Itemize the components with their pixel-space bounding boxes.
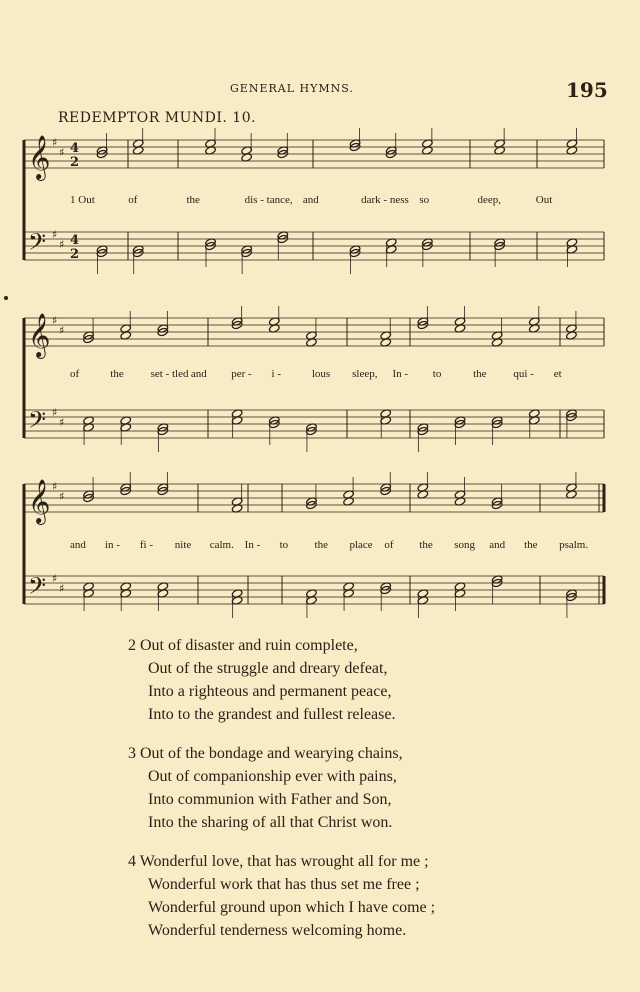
lyric-syllable: and	[302, 194, 319, 206]
verse-text: Out of the struggle and dreary defeat,	[148, 660, 388, 677]
lyric-syllable: et	[553, 368, 562, 380]
verse-line	[128, 919, 608, 942]
sharp-icon: ♯	[52, 572, 58, 585]
time-signature: 2	[70, 247, 80, 262]
lyric-syllable: set - tled	[150, 368, 189, 380]
verse-text: Wonderful love, that has wrought all for me ;	[139, 853, 429, 870]
verse-stanza	[128, 742, 608, 834]
verse-line	[128, 657, 608, 680]
verse-line	[128, 811, 608, 834]
verse-line	[128, 742, 608, 765]
bass-clef-icon: 𝄢	[28, 406, 47, 439]
verse-text: Wonderful ground upon which I have come ;	[148, 899, 436, 916]
music-system-2	[0, 306, 640, 456]
lyric-syllable: place	[349, 539, 373, 551]
verse-line	[128, 873, 608, 896]
lyric-syllable: in -	[104, 539, 120, 551]
bass-clef-icon: 𝄢	[28, 572, 47, 605]
sharp-icon: ♯	[52, 480, 58, 493]
time-signature: 4	[70, 233, 80, 248]
verse-line	[128, 850, 608, 873]
music-notation	[0, 306, 640, 456]
verse-number: 4	[128, 853, 136, 870]
lyric-syllable: and	[70, 539, 86, 551]
verse-line	[128, 788, 608, 811]
lyric-syllable: and	[190, 368, 207, 380]
lyric-syllable: song	[454, 539, 476, 551]
verse-text: Into to the grandest and fullest release.	[148, 706, 396, 723]
lyric-syllable: qui -	[513, 368, 534, 380]
verse-text: Into communion with Father and Son,	[148, 791, 392, 808]
lyric-syllable: deep,	[477, 194, 502, 206]
sharp-icon: ♯	[59, 146, 65, 159]
lyric-syllable: psalm.	[559, 539, 589, 551]
verse-text: Into the sharing of all that Christ won.	[148, 814, 393, 831]
verse-stanza	[128, 850, 608, 942]
treble-clef-icon: 𝄞	[28, 313, 51, 357]
verse-stanza	[128, 634, 608, 726]
lyric-syllable: dis - tance,	[244, 194, 293, 206]
lyric-syllable: the	[524, 539, 538, 551]
margin-mark	[4, 296, 8, 300]
verse-number: 2	[128, 637, 136, 654]
verse-line	[128, 703, 608, 726]
bass-clef-icon: 𝄢	[28, 228, 47, 261]
lyric-syllable: 1 Out	[70, 194, 95, 206]
sharp-icon: ♯	[59, 416, 65, 429]
lyric-syllable: In -	[392, 368, 409, 380]
sharp-icon: ♯	[52, 406, 58, 419]
sharp-icon: ♯	[59, 324, 65, 337]
lyric-syllable: the	[110, 368, 124, 380]
verse-line	[128, 680, 608, 703]
lyric-syllable: to	[432, 368, 442, 380]
verse-text: Into a righteous and permanent peace,	[148, 683, 392, 700]
lyric-syllable: per -	[231, 368, 252, 380]
sharp-icon: ♯	[59, 490, 65, 503]
verse-number: 3	[128, 745, 136, 762]
lyric-syllable: of	[128, 194, 138, 206]
running-head: GENERAL HYMNS.	[230, 82, 354, 95]
treble-clef-icon: 𝄞	[28, 135, 51, 179]
lyric-syllable: the	[419, 539, 433, 551]
lyric-syllable: dark - ness	[361, 194, 409, 206]
music-system-3	[0, 472, 640, 622]
lyric-syllable: fi -	[139, 539, 153, 551]
page-number: 195	[566, 78, 608, 102]
sharp-icon: ♯	[52, 314, 58, 327]
lyric-syllable: the	[314, 539, 328, 551]
lyric-syllable: the	[186, 194, 200, 206]
lyric-syllable: and	[489, 539, 506, 551]
time-signature: 2	[70, 155, 80, 170]
lyric-syllable: of	[384, 539, 394, 551]
lyric-syllable: nite	[174, 539, 192, 551]
treble-clef-icon: 𝄞	[28, 479, 51, 523]
verse-text: Out of the bondage and wearying chains,	[140, 745, 403, 762]
lyric-syllable: Out	[535, 194, 553, 206]
verse-text: Wonderful tenderness welcoming home.	[148, 922, 407, 939]
lyric-syllable: calm.	[209, 539, 234, 551]
tune-title: REDEMPTOR MUNDI. 10.	[58, 110, 257, 126]
sharp-icon: ♯	[59, 238, 65, 251]
verse-line	[128, 896, 608, 919]
music-system-1	[0, 128, 640, 278]
verse-line	[128, 634, 608, 657]
sharp-icon: ♯	[52, 136, 58, 149]
lyric-syllable: to	[279, 539, 289, 551]
lyric-syllable: so	[419, 194, 430, 206]
sharp-icon: ♯	[52, 228, 58, 241]
lyric-syllable: sleep,	[352, 368, 378, 380]
time-signature: 4	[70, 141, 80, 156]
lyric-syllable: the	[473, 368, 487, 380]
verse-line	[128, 765, 608, 788]
verse-text: Out of disaster and ruin complete,	[140, 637, 358, 654]
sharp-icon: ♯	[59, 582, 65, 595]
verses	[128, 634, 608, 958]
lyric-syllable: lous	[311, 368, 331, 380]
verse-text: Out of companionship ever with pains,	[148, 768, 397, 785]
lyric-syllable: of	[70, 368, 80, 380]
lyric-syllable: i -	[271, 368, 282, 380]
lyric-syllable: In -	[244, 539, 261, 551]
verse-text: Wonderful work that has thus set me free ;	[148, 876, 420, 893]
